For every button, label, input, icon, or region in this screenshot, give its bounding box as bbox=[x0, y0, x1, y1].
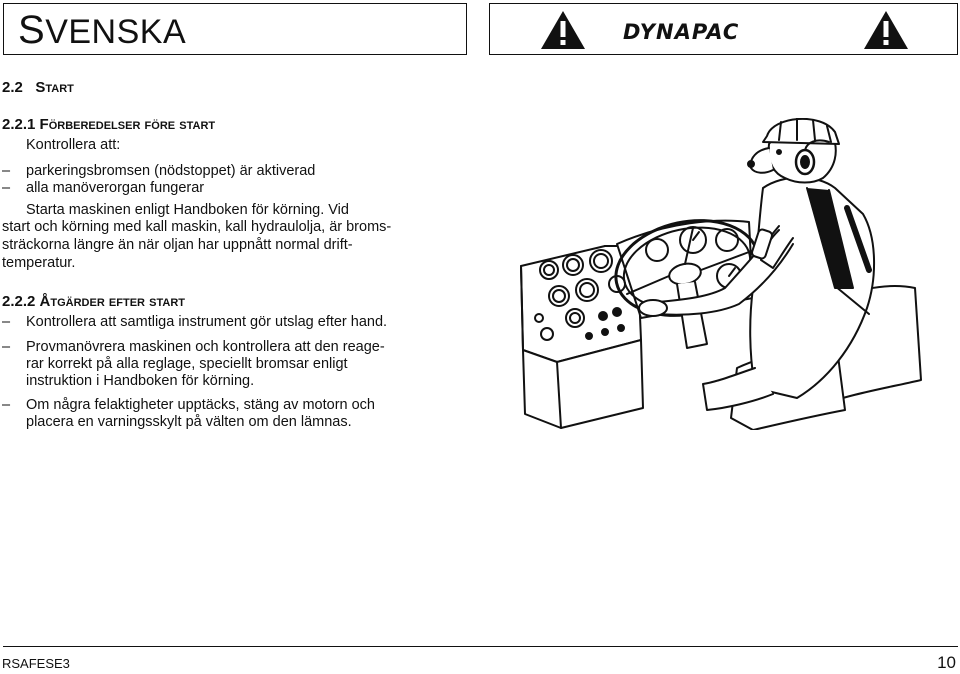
section-title: Start bbox=[35, 79, 74, 96]
warning-triangle-icon bbox=[862, 9, 910, 51]
list-dash: – bbox=[2, 180, 11, 196]
list-dash: – bbox=[2, 314, 11, 330]
list-item: parkeringsbromsen (nödstoppet) är aktiverad bbox=[26, 163, 316, 179]
section-title: Åtgärder efter start bbox=[39, 293, 186, 310]
document-code: RSAFESE3 bbox=[2, 656, 70, 671]
section-heading-2-2 bbox=[2, 79, 74, 97]
section-number: 2.2 bbox=[2, 79, 23, 96]
list-item: Provmanövrera maskinen och kontrollera att den reage- bbox=[26, 339, 385, 355]
list-dash: – bbox=[2, 397, 11, 413]
warning-triangle-icon bbox=[539, 9, 587, 51]
language-title: SVENSKA bbox=[18, 8, 187, 52]
paragraph-line: sträckorna längre än när oljan har uppnått normal drift- bbox=[2, 237, 353, 253]
section-title: Förberedelser före start bbox=[39, 116, 216, 133]
brand-header-box bbox=[489, 3, 958, 55]
section-number: 2.2.2 bbox=[2, 293, 36, 310]
operator-illustration bbox=[517, 118, 925, 430]
brand-logo: DYNAPAC bbox=[623, 20, 740, 44]
list-dash: – bbox=[2, 339, 11, 355]
list-item-continued: instruktion i Handboken för körning. bbox=[26, 373, 255, 389]
paragraph-line: start och körning med kall maskin, kall hydraulolja, är broms- bbox=[2, 219, 392, 235]
page-number: 10 bbox=[937, 653, 956, 672]
list-item: Kontrollera att samtliga instrument gör utslag efter hand. bbox=[26, 314, 388, 330]
language-header-box bbox=[3, 3, 467, 55]
section-number: 2.2.1 bbox=[2, 116, 36, 133]
list-item: alla manöverorgan fungerar bbox=[26, 180, 205, 196]
paragraph-line: temperatur. bbox=[2, 255, 76, 271]
list-item: Om några felaktigheter upptäcks, stäng av motorn och bbox=[26, 397, 375, 413]
list-item-continued: placera en varningsskylt på välten om den lämnas. bbox=[26, 414, 352, 430]
section-heading-2-2-1 bbox=[2, 116, 215, 134]
list-item-continued: rar korrekt på alla reglage, speciellt bromsar enligt bbox=[26, 356, 348, 372]
footer-divider bbox=[3, 646, 958, 647]
paragraph-line: Starta maskinen enligt Handboken för körning. Vid bbox=[26, 202, 349, 218]
list-dash: – bbox=[2, 163, 11, 179]
intro-text: Kontrollera att: bbox=[26, 137, 121, 153]
section-heading-2-2-2 bbox=[2, 293, 185, 311]
